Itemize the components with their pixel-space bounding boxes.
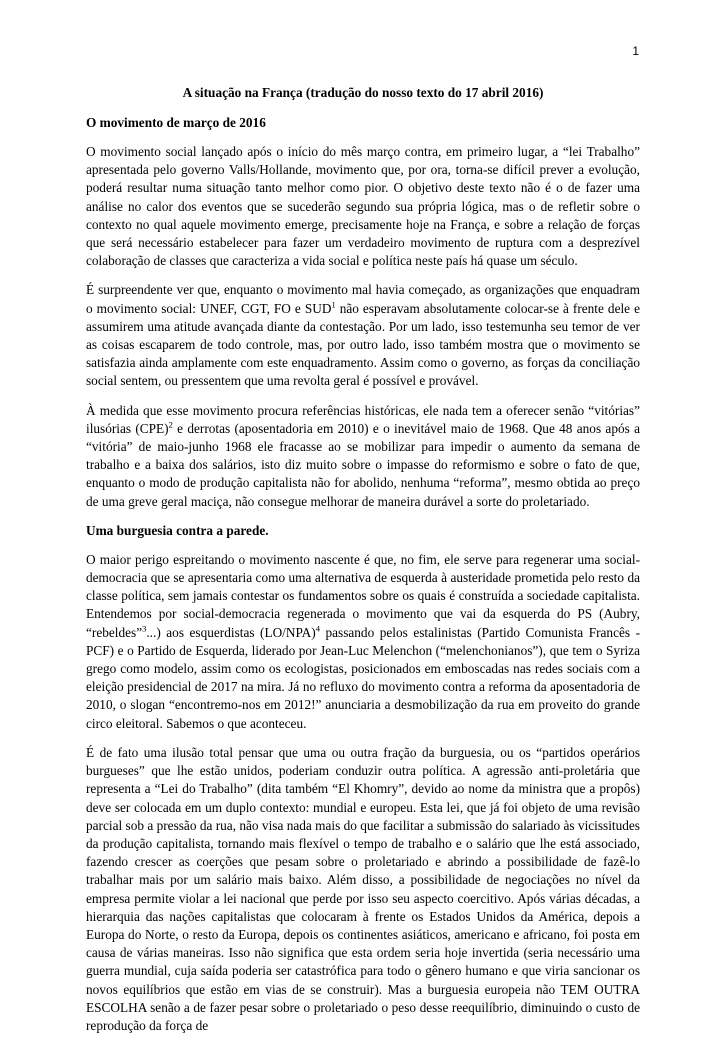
section-heading: O movimento de março de 2016	[86, 115, 266, 130]
paragraph-text: O movimento social lançado após o início do mês março contra, em primeiro lugar, a “lei Trabalho” apresentada pelo governo Valls/Hollande, movimento que, por ora, torna-se difícil prever a evolução, poderá resultar numa situação tanto melhor como pior. O objetivo deste texto não é o de fazer uma análise no calor dos eventos que se sucederão segundo sua própria lógica, mas o de refletir sobre o contexto no qual aquele movimento emerge, precisamente hoje na França, e sobre a relação de forças que será necessário estabelecer para fazer um verdadeiro movimento de ruptura com a desprezível colaboração de classes que caracteriza a vida social e política neste país há quase um século.	[86, 144, 640, 269]
footnote-marker: 4	[315, 623, 320, 634]
body-paragraph	[86, 281, 640, 390]
paragraph-text: É surpreendente ver que, enquanto o movimento mal havia começado, as organizações que enquadram o movimento social: UNEF, CGT, FO e SUD	[86, 282, 640, 316]
sections-container	[86, 114, 640, 1035]
paragraph-text: passando pelos estalinistas (Partido Comunista Francês - PCF) e o Partido de Esquerda, liderado por Jean-Luc Melenchon (“melenchonianos”), que tem o Syriza grego como modelo, assim como os ecologistas, posicionados em emboscadas nas redes sociais com a eleição presidencial de 2017 na mira. Já no refluxo do movimento contra a reforma da aposentadoria de 2010, o slogan “encontremo-nos em 2012!” anunciaria a desmobilização da rua em proveito do grande circo eleitoral. Sabemos o que aconteceu.	[86, 624, 640, 731]
footnote-marker: 3	[142, 623, 147, 634]
body-paragraph	[86, 402, 640, 511]
paragraph-text: O maior perigo espreitando o movimento nascente é que, no fim, ele serve para regenerar uma social-democracia que se apresentaria como uma alternativa de esquerda à austeridade prometida pelo resto da classe política, sem jamais contestar os fundamentos sobre os quais é construída a sociedade capitalista. Entendemos por social-democracia regenerada o movimento que vai da esquerda do PS (Aubry, “rebeldes”	[86, 551, 640, 640]
page-number: 1	[632, 44, 639, 58]
body-paragraph	[86, 143, 640, 270]
footnote-marker: 1	[331, 299, 336, 310]
paragraph-text: não esperavam absolutamente colocar-se à frente dele e assumirem uma atitude avançada diante da contestação. Por um lado, isso testemunha seu temor de ver as coisas escaparem de todo controle, mas, por outro lado, isso também mostra que o movimento se satisfazia ainda amplamente com este enquadramento. Assim como o governo, as forças da conciliação social sentem, ou pressentem que uma revolta geral é possível e provável.	[86, 300, 640, 389]
paragraph-text: ...) aos esquerdistas (LO/NPA)	[146, 624, 316, 640]
document-title: A situação na França (tradução do nosso texto do 17 abril 2016)	[182, 85, 544, 100]
body-paragraph	[86, 551, 640, 733]
paragraph-text: e derrotas (aposentadoria em 2010) e o inevitável maio de 1968. Que 48 anos após a “vitória” de maio-junho 1968 ele fracasse ao se mobilizar para impedir o aumento da semana de trabalho e a baixa dos salários, isto diz muito sobre o impasse do reformismo e sobre o fato de que, enquanto o modo de produção capitalista não for abolido, nenhuma “reforma”, mesmo obtida ao preço de uma greve geral maciça, não consegue melhorar de maneira durável a sorte do proletariado.	[86, 420, 640, 509]
document-body	[86, 84, 640, 1046]
paragraph-text: É de fato uma ilusão total pensar que uma ou outra fração da burguesia, ou os “partidos operários burgueses” que lhe estão unidos, poderiam conduzir outra política. A agressão anti-proletária que representa a “Lei do Trabalho” (dita também “El Khomry”, devido ao nome da ministra que a propôs) deve ser colocada em um duplo contexto: mundial e europeu. Esta lei, que já foi objeto de uma revisão parcial sob a pressão da rua, não visa nada mais do que facilitar a submissão do salariado às vicissitudes da produção capitalista, tornando mais flexível o tempo de trabalho e o salário que lhe está associado, fazendo crescer as coerções que pesam sobre o proletariado e abrindo a possibilidade de fazê-lo trabalhar mais por um salário mais baixo. Além disso, a possibilidade de negociações no nível da empresa permite violar a lei nacional que perde por isso seu aspecto coercitivo. Após várias décadas, a hierarquia das nações capitalistas que colocaram à frente os Estados Unidos da América, depois a Europa do Norte, o resto da Europa, depois os continentes asiáticos, americano e africano, foi posta em causa de várias maneiras. Isso não significa que esta ordem seria hoje invertida (seria necessário uma guerra mundial, cuja saída poderia ser catastrófica para todo o gênero humano e que viria sancionar os novos equilíbrios que estão em vias de se construir). Mas a burguesia europeia não TEM OUTRA ESCOLHA senão a de fazer pesar sobre o proletariado o peso desse reequilíbrio, diminuindo o custo de reprodução da força de	[86, 744, 640, 1033]
section-heading: Uma burguesia contra a parede.	[86, 522, 269, 538]
paragraph-text: À medida que esse movimento procura referências históricas, ele nada tem a oferecer senão “vitórias” ilusórias (CPE)	[86, 402, 640, 436]
body-paragraph	[86, 744, 640, 1035]
footnote-marker: 2	[168, 419, 173, 430]
